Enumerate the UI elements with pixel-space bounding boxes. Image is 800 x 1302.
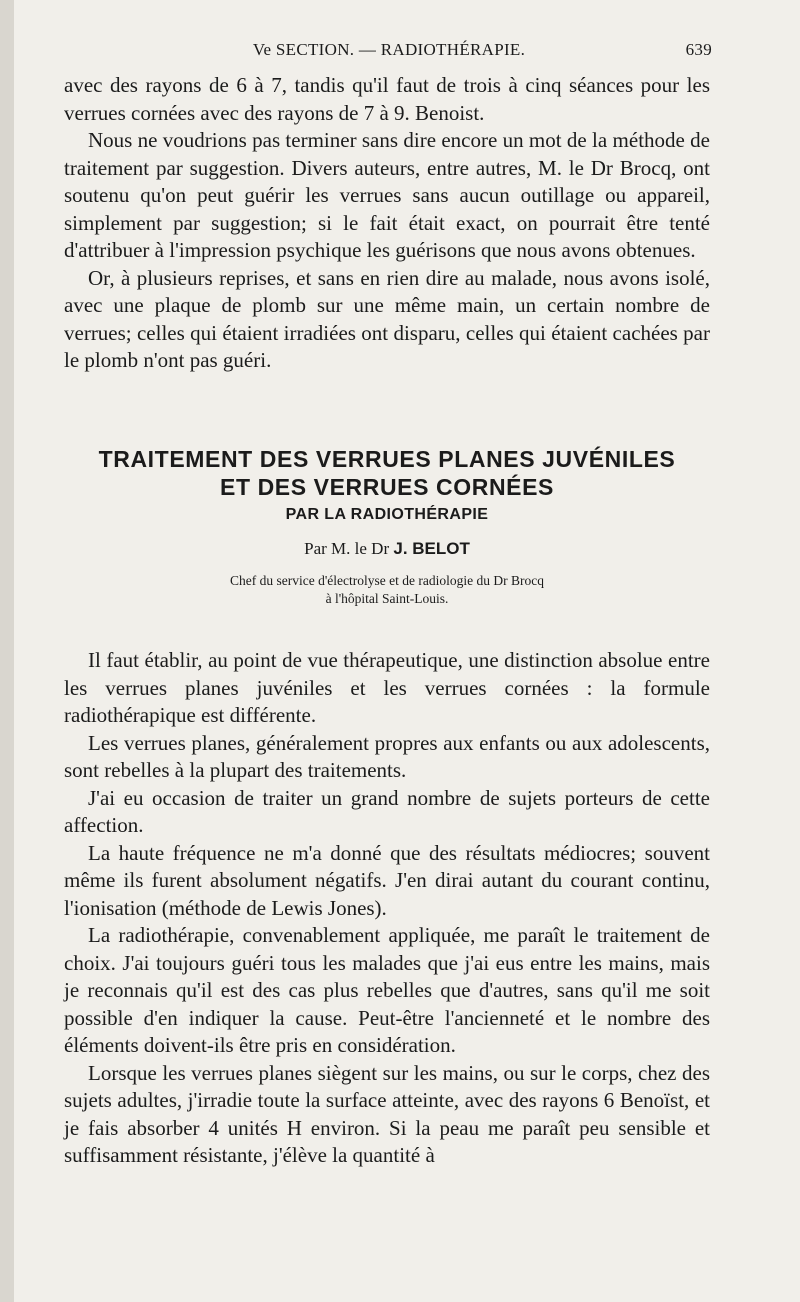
running-head: Ve SECTION. — RADIOTHÉRAPIE. bbox=[252, 40, 526, 59]
article-body bbox=[64, 647, 710, 1170]
paragraph: avec des rayons de 6 à 7, tandis qu'il faut de trois à cinq séances pour les verrues cornées avec des rayons de 7 à 9. Benoist. bbox=[64, 73, 710, 125]
byline bbox=[64, 539, 710, 559]
article-title bbox=[64, 445, 710, 528]
previous-article-conclusion bbox=[64, 72, 710, 375]
paragraph: Il faut établir, au point de vue thérapeutique, une distinction absolue entre les verrues planes juvéniles et les verrues cornées : la formule radiothérapique est différente. bbox=[64, 648, 710, 727]
paragraph: La radiothérapie, convenablement appliquée, me paraît le traitement de choix. J'ai toujours guéri tous les malades que j'ai eus entre les mains, mais je reconnais qu'il est des cas plus rebelles que d'autres, sans qu'il me soit possible d'en indiquer la cause. Peut-être l'ancienneté et le nombre des éléments doivent-ils être pris en considération. bbox=[64, 923, 710, 1057]
running-header bbox=[66, 40, 712, 64]
title-line-2: ET DES VERRUES CORNÉES bbox=[220, 474, 554, 500]
byline-prefix: Par M. le Dr bbox=[304, 539, 390, 558]
paragraph: Les verrues planes, généralement propres aux enfants ou aux adolescents, sont rebelles à la plupart des traitements. bbox=[64, 730, 710, 782]
paragraph: J'ai eu occasion de traiter un grand nombre de sujets porteurs de cette affection. bbox=[64, 785, 710, 837]
paragraph: Lorsque les verrues planes siègent sur les mains, ou sur le corps, chez des sujets adultes, j'irradie toute la surface atteinte, avec des rayons 6 Benoïst, et je fais absorber 4 unités H environ. Si la peau me paraît peu sensible et suffisamment résistante, j'élève la quantité à bbox=[64, 1060, 710, 1167]
author-affiliation bbox=[64, 572, 710, 608]
title-line-3: PAR LA RADIOTHÉRAPIE bbox=[285, 506, 489, 523]
title-line-1: TRAITEMENT DES VERRUES PLANES JUVÉNILES bbox=[98, 446, 676, 472]
page-number: 639 bbox=[685, 40, 712, 59]
affiliation-line-2: à l'hôpital Saint-Louis. bbox=[325, 591, 449, 606]
scan-left-edge bbox=[0, 0, 14, 1302]
paragraph: Nous ne voudrions pas terminer sans dire encore un mot de la méthode de traitement par suggestion. Divers auteurs, entre autres, M. le Dr Brocq, ont soutenu qu'on peut guérir les verrues sans aucun outillage ou appareil, simplement par suggestion; si le fait était exact, on pourrait être tenté d'attribuer à l'impression psychique les guérisons que nous avons obtenues. bbox=[64, 128, 710, 262]
author-name: J. BELOT bbox=[393, 539, 470, 558]
paragraph: La haute fréquence ne m'a donné que des résultats médiocres; souvent même ils furent absolument négatifs. J'en dirai autant du courant continu, l'ionisation (méthode de Lewis Jones). bbox=[64, 840, 710, 920]
affiliation-line-1: Chef du service d'électrolyse et de radiologie du Dr Brocq bbox=[230, 573, 544, 588]
paragraph: Or, à plusieurs reprises, et sans en rien dire au malade, nous avons isolé, avec une plaque de plomb sur une même main, un certain nombre de verrues; celles qui étaient irradiées ont disparu, celles qui étaient cachées par le plomb n'ont pas guéri. bbox=[64, 265, 710, 372]
